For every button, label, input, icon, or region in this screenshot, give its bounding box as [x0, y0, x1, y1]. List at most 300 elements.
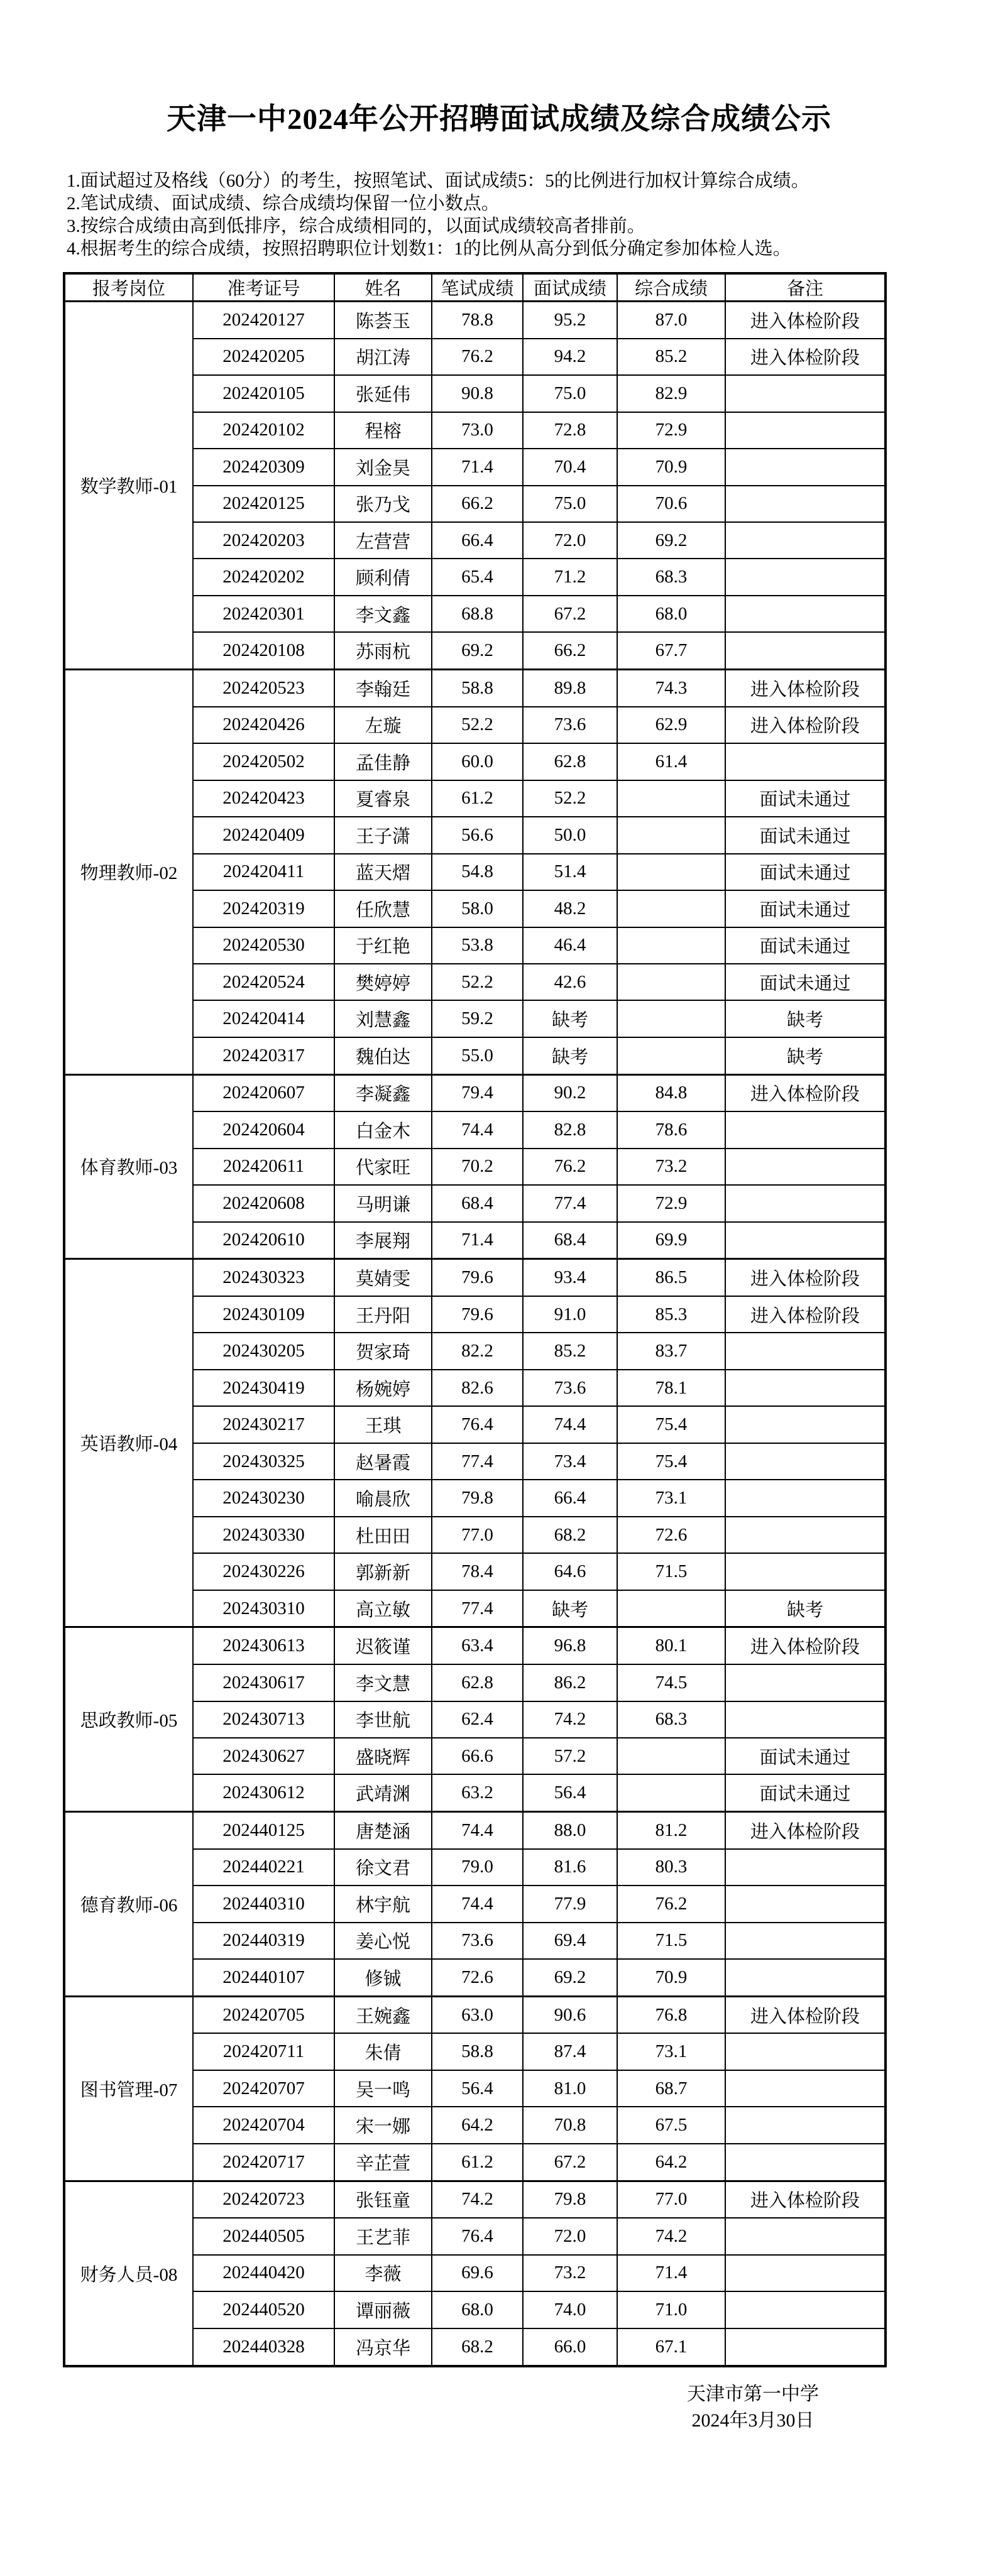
written-score-cell: 79.0: [432, 1849, 523, 1886]
exam-no-cell: 202440328: [193, 2328, 334, 2366]
remark-cell: [725, 1185, 886, 1221]
exam-no-cell: 202420611: [193, 1149, 334, 1185]
remark-cell: 面试未通过: [725, 890, 886, 927]
written-score-cell: 70.2: [432, 1149, 523, 1185]
exam-no-cell: 202420502: [193, 743, 334, 780]
written-score-cell: 58.8: [432, 670, 523, 707]
written-score-cell: 54.8: [432, 854, 523, 890]
interview-score-cell: 85.2: [523, 1333, 617, 1369]
interview-score-cell: 76.2: [523, 1149, 617, 1185]
interview-score-cell: 74.2: [523, 1701, 617, 1738]
footer-date: 2024年3月30日: [691, 2410, 814, 2431]
name-cell: 左璇: [334, 707, 432, 743]
name-cell: 胡江涛: [334, 339, 432, 375]
position-cell: 财务人员-08: [64, 2181, 193, 2366]
interview-score-cell: 缺考: [523, 1590, 617, 1627]
name-cell: 王婉鑫: [334, 1996, 432, 2033]
overall-score-cell: 73.1: [617, 1480, 725, 1516]
remark-cell: 缺考: [725, 1000, 886, 1037]
remark-cell: 面试未通过: [725, 1774, 886, 1811]
overall-score-cell: 76.8: [617, 1996, 725, 2033]
written-score-cell: 65.4: [432, 559, 523, 595]
name-cell: 谭丽薇: [334, 2291, 432, 2328]
overall-score-cell: 70.9: [617, 1959, 725, 1996]
interview-score-cell: 73.6: [523, 1370, 617, 1406]
remark-cell: 缺考: [725, 1590, 886, 1627]
remark-cell: 进入体检阶段: [725, 1259, 886, 1296]
remark-cell: 进入体检阶段: [725, 1812, 886, 1849]
name-cell: 贺家琦: [334, 1333, 432, 1369]
name-cell: 李薇: [334, 2255, 432, 2291]
overall-score-cell: 72.6: [617, 1517, 725, 1553]
overall-score-cell: 71.5: [617, 1923, 725, 1959]
position-cell: 数学教师-01: [64, 302, 193, 670]
overall-score-cell: [617, 1590, 725, 1627]
header-cell: 笔试成绩: [432, 273, 523, 302]
interview-score-cell: 95.2: [523, 302, 617, 339]
exam-no-cell: 202420523: [193, 670, 334, 707]
overall-score-cell: 68.3: [617, 1701, 725, 1738]
name-cell: 李展翔: [334, 1222, 432, 1259]
table-row: [64, 670, 886, 707]
interview-score-cell: 91.0: [523, 1296, 617, 1333]
name-cell: 张钰童: [334, 2181, 432, 2218]
exam-no-cell: 202420530: [193, 927, 334, 964]
overall-score-cell: [617, 1774, 725, 1811]
written-score-cell: 78.8: [432, 302, 523, 339]
interview-score-cell: 51.4: [523, 854, 617, 890]
footer-org: 天津市第一中学: [687, 2384, 819, 2404]
written-score-cell: 66.4: [432, 522, 523, 559]
overall-score-cell: 86.5: [617, 1259, 725, 1296]
written-score-cell: 90.8: [432, 375, 523, 412]
name-cell: 苏雨杭: [334, 632, 432, 669]
written-score-cell: 73.0: [432, 412, 523, 449]
interview-score-cell: 72.0: [523, 522, 617, 559]
remark-cell: [725, 2255, 886, 2291]
overall-score-cell: [617, 780, 725, 817]
exam-no-cell: 202440319: [193, 1923, 334, 1959]
exam-no-cell: 202420704: [193, 2107, 334, 2143]
name-cell: 马明谦: [334, 1185, 432, 1221]
interview-score-cell: 81.6: [523, 1849, 617, 1886]
interview-score-cell: 88.0: [523, 1812, 617, 1849]
overall-score-cell: 68.0: [617, 596, 725, 632]
name-cell: 林宇航: [334, 1886, 432, 1922]
overall-score-cell: 80.3: [617, 1849, 725, 1886]
name-cell: 朱倩: [334, 2033, 432, 2070]
written-score-cell: 77.4: [432, 1590, 523, 1627]
position-cell: 图书管理-07: [64, 1996, 193, 2181]
remark-cell: 进入体检阶段: [725, 1996, 886, 2033]
position-cell: 思政教师-05: [64, 1627, 193, 1812]
table-row: [64, 1996, 886, 2033]
interview-score-cell: 73.2: [523, 2255, 617, 2291]
interview-score-cell: 75.0: [523, 486, 617, 522]
exam-no-cell: 202420127: [193, 302, 334, 339]
overall-score-cell: 85.3: [617, 1296, 725, 1333]
written-score-cell: 71.4: [432, 1222, 523, 1259]
written-score-cell: 79.6: [432, 1259, 523, 1296]
exam-no-cell: 202420309: [193, 449, 334, 485]
remark-cell: [725, 1849, 886, 1886]
written-score-cell: 52.2: [432, 707, 523, 743]
exam-no-cell: 202420414: [193, 1000, 334, 1037]
exam-no-cell: 202440505: [193, 2218, 334, 2254]
interview-score-cell: 62.8: [523, 743, 617, 780]
overall-score-cell: [617, 964, 725, 1000]
interview-score-cell: 缺考: [523, 1037, 617, 1074]
overall-score-cell: 62.9: [617, 707, 725, 743]
exam-no-cell: 202440221: [193, 1849, 334, 1886]
written-score-cell: 56.4: [432, 2070, 523, 2107]
name-cell: 郭新新: [334, 1553, 432, 1590]
interview-score-cell: 68.2: [523, 1517, 617, 1553]
name-cell: 徐文君: [334, 1849, 432, 1886]
written-score-cell: 68.4: [432, 1185, 523, 1221]
remark-cell: [725, 1406, 886, 1443]
name-cell: 辛芷萱: [334, 2144, 432, 2181]
overall-score-cell: 77.0: [617, 2181, 725, 2218]
remark-cell: [725, 2328, 886, 2366]
exam-no-cell: 202420301: [193, 596, 334, 632]
position-cell: 德育教师-06: [64, 1812, 193, 1997]
exam-no-cell: 202430217: [193, 1406, 334, 1443]
name-cell: 王子潇: [334, 817, 432, 853]
written-score-cell: 56.6: [432, 817, 523, 853]
note-line-2: 2.笔试成绩、面试成绩、综合成绩均保留一位小数点。: [67, 194, 500, 214]
interview-score-cell: 93.4: [523, 1259, 617, 1296]
written-score-cell: 74.2: [432, 2181, 523, 2218]
name-cell: 喻晨欣: [334, 1480, 432, 1516]
interview-score-cell: 69.2: [523, 1959, 617, 1996]
overall-score-cell: 61.4: [617, 743, 725, 780]
name-cell: 李文鑫: [334, 596, 432, 632]
interview-score-cell: 71.2: [523, 559, 617, 595]
exam-no-cell: 202420202: [193, 559, 334, 595]
note-line-1: 1.面试超过及格线（60分）的考生，按照笔试、面试成绩5：5的比例进行加权计算综合成绩。: [67, 171, 809, 191]
remark-cell: [725, 1923, 886, 1959]
remark-cell: 面试未通过: [725, 854, 886, 890]
table-header-row: [64, 273, 886, 302]
remark-cell: [725, 2218, 886, 2254]
remark-cell: 面试未通过: [725, 817, 886, 853]
overall-score-cell: [617, 927, 725, 964]
remark-cell: 进入体检阶段: [725, 670, 886, 707]
remark-cell: 面试未通过: [725, 1738, 886, 1774]
name-cell: 盛晓辉: [334, 1738, 432, 1774]
interview-score-cell: 66.0: [523, 2328, 617, 2366]
remark-cell: [725, 486, 886, 522]
overall-score-cell: 74.2: [617, 2218, 725, 2254]
exam-no-cell: 202440420: [193, 2255, 334, 2291]
written-score-cell: 59.2: [432, 1000, 523, 1037]
header-cell: 报考岗位: [64, 273, 193, 302]
overall-score-cell: 75.4: [617, 1443, 725, 1480]
exam-no-cell: 202440125: [193, 1812, 334, 1849]
exam-no-cell: 202440520: [193, 2291, 334, 2328]
written-score-cell: 63.2: [432, 1774, 523, 1811]
written-score-cell: 55.0: [432, 1037, 523, 1074]
remark-cell: [725, 1553, 886, 1590]
name-cell: 左营营: [334, 522, 432, 559]
interview-score-cell: 46.4: [523, 927, 617, 964]
interview-score-cell: 66.2: [523, 632, 617, 669]
remark-cell: 面试未通过: [725, 927, 886, 964]
written-score-cell: 66.6: [432, 1738, 523, 1774]
written-score-cell: 77.0: [432, 1517, 523, 1553]
interview-score-cell: 缺考: [523, 1000, 617, 1037]
exam-no-cell: 202430323: [193, 1259, 334, 1296]
overall-score-cell: 69.9: [617, 1222, 725, 1259]
name-cell: 莫婧雯: [334, 1259, 432, 1296]
name-cell: 于红艳: [334, 927, 432, 964]
exam-no-cell: 202420319: [193, 890, 334, 927]
name-cell: 陈荟玉: [334, 302, 432, 339]
written-score-cell: 62.8: [432, 1664, 523, 1701]
position-cell: 英语教师-04: [64, 1259, 193, 1627]
interview-score-cell: 87.4: [523, 2033, 617, 2070]
written-score-cell: 61.2: [432, 780, 523, 817]
interview-score-cell: 69.4: [523, 1923, 617, 1959]
exam-no-cell: 202430617: [193, 1664, 334, 1701]
remark-cell: [725, 375, 886, 412]
remark-cell: 进入体检阶段: [725, 2181, 886, 2218]
written-score-cell: 74.4: [432, 1812, 523, 1849]
overall-score-cell: 67.5: [617, 2107, 725, 2143]
interview-score-cell: 73.6: [523, 707, 617, 743]
exam-no-cell: 202420705: [193, 1996, 334, 2033]
overall-score-cell: 73.1: [617, 2033, 725, 2070]
overall-score-cell: 80.1: [617, 1627, 725, 1664]
header-cell: 准考证号: [193, 273, 334, 302]
name-cell: 王丹阳: [334, 1296, 432, 1333]
results-table: [63, 272, 887, 2367]
written-score-cell: 82.6: [432, 1370, 523, 1406]
exam-no-cell: 202420423: [193, 780, 334, 817]
overall-score-cell: 69.2: [617, 522, 725, 559]
exam-no-cell: 202430613: [193, 1627, 334, 1664]
overall-score-cell: 70.6: [617, 486, 725, 522]
name-cell: 王艺菲: [334, 2218, 432, 2254]
written-score-cell: 68.0: [432, 2291, 523, 2328]
header-cell: 备注: [725, 273, 886, 302]
name-cell: 张乃戈: [334, 486, 432, 522]
interview-score-cell: 64.6: [523, 1553, 617, 1590]
written-score-cell: 68.2: [432, 2328, 523, 2366]
overall-score-cell: 75.4: [617, 1406, 725, 1443]
overall-score-cell: 87.0: [617, 302, 725, 339]
name-cell: 张延伟: [334, 375, 432, 412]
name-cell: 顾利倩: [334, 559, 432, 595]
interview-score-cell: 86.2: [523, 1664, 617, 1701]
name-cell: 刘金昊: [334, 449, 432, 485]
written-score-cell: 76.4: [432, 2218, 523, 2254]
remark-cell: 进入体检阶段: [725, 302, 886, 339]
exam-no-cell: 202420610: [193, 1222, 334, 1259]
remark-cell: [725, 743, 886, 780]
note-line-4: 4.根据考生的综合成绩，按照招聘职位计划数1：1的比例从高分到低分确定参加体检人选。: [67, 239, 791, 259]
interview-score-cell: 57.2: [523, 1738, 617, 1774]
remark-cell: [725, 1111, 886, 1148]
name-cell: 高立敏: [334, 1590, 432, 1627]
table-row: [64, 1627, 886, 1664]
written-score-cell: 58.0: [432, 890, 523, 927]
header-cell: 面试成绩: [523, 273, 617, 302]
overall-score-cell: 78.1: [617, 1370, 725, 1406]
name-cell: 樊婷婷: [334, 964, 432, 1000]
interview-score-cell: 94.2: [523, 339, 617, 375]
interview-score-cell: 90.6: [523, 1996, 617, 2033]
interview-score-cell: 74.4: [523, 1406, 617, 1443]
written-score-cell: 72.6: [432, 1959, 523, 1996]
written-score-cell: 71.4: [432, 449, 523, 485]
remark-cell: [725, 1959, 886, 1996]
overall-score-cell: 74.3: [617, 670, 725, 707]
overall-score-cell: 68.3: [617, 559, 725, 595]
name-cell: 程榕: [334, 412, 432, 449]
interview-score-cell: 89.8: [523, 670, 617, 707]
table-row: [64, 1259, 886, 1296]
remark-cell: [725, 2107, 886, 2143]
overall-score-cell: 81.2: [617, 1812, 725, 1849]
written-score-cell: 63.0: [432, 1996, 523, 2033]
overall-score-cell: 78.6: [617, 1111, 725, 1148]
remark-cell: [725, 1443, 886, 1480]
position-cell: 物理教师-02: [64, 670, 193, 1075]
exam-no-cell: 202420411: [193, 854, 334, 890]
table-row: [64, 302, 886, 339]
name-cell: 姜心悦: [334, 1923, 432, 1959]
name-cell: 魏伯达: [334, 1037, 432, 1074]
name-cell: 冯京华: [334, 2328, 432, 2366]
exam-no-cell: 202440310: [193, 1886, 334, 1922]
remark-cell: 面试未通过: [725, 780, 886, 817]
exam-no-cell: 202430325: [193, 1443, 334, 1480]
written-score-cell: 53.8: [432, 927, 523, 964]
header-cell: 综合成绩: [617, 273, 725, 302]
overall-score-cell: [617, 890, 725, 927]
interview-score-cell: 90.2: [523, 1074, 617, 1111]
remark-cell: [725, 522, 886, 559]
remark-cell: [725, 1333, 886, 1369]
name-cell: 武靖渊: [334, 1774, 432, 1811]
overall-score-cell: 71.5: [617, 1553, 725, 1590]
name-cell: 王琪: [334, 1406, 432, 1443]
interview-score-cell: 96.8: [523, 1627, 617, 1664]
exam-no-cell: 202420102: [193, 412, 334, 449]
footer-block: [602, 2381, 904, 2434]
overall-score-cell: 74.5: [617, 1664, 725, 1701]
remark-cell: 缺考: [725, 1037, 886, 1074]
written-score-cell: 69.2: [432, 632, 523, 669]
name-cell: 迟筱谨: [334, 1627, 432, 1664]
written-score-cell: 58.8: [432, 2033, 523, 2070]
name-cell: 代家旺: [334, 1149, 432, 1185]
written-score-cell: 68.8: [432, 596, 523, 632]
interview-score-cell: 82.8: [523, 1111, 617, 1148]
overall-score-cell: 64.2: [617, 2144, 725, 2181]
overall-score-cell: 71.4: [617, 2255, 725, 2291]
remark-cell: [725, 1701, 886, 1738]
remark-cell: [725, 412, 886, 449]
interview-score-cell: 72.0: [523, 2218, 617, 2254]
interview-score-cell: 50.0: [523, 817, 617, 853]
remark-cell: [725, 2291, 886, 2328]
overall-score-cell: 85.2: [617, 339, 725, 375]
remark-cell: [725, 1480, 886, 1516]
written-score-cell: 61.2: [432, 2144, 523, 2181]
exam-no-cell: 202430330: [193, 1517, 334, 1553]
interview-score-cell: 52.2: [523, 780, 617, 817]
interview-score-cell: 48.2: [523, 890, 617, 927]
written-score-cell: 73.6: [432, 1923, 523, 1959]
remark-cell: 进入体检阶段: [725, 1627, 886, 1664]
name-cell: 赵暑霞: [334, 1443, 432, 1480]
written-score-cell: 74.4: [432, 1886, 523, 1922]
exam-no-cell: 202420203: [193, 522, 334, 559]
exam-no-cell: 202420108: [193, 632, 334, 669]
written-score-cell: 82.2: [432, 1333, 523, 1369]
remark-cell: [725, 2070, 886, 2107]
exam-no-cell: 202420125: [193, 486, 334, 522]
written-score-cell: 66.2: [432, 486, 523, 522]
written-score-cell: 76.4: [432, 1406, 523, 1443]
overall-score-cell: 82.9: [617, 375, 725, 412]
exam-no-cell: 202430109: [193, 1296, 334, 1333]
written-score-cell: 77.4: [432, 1443, 523, 1480]
written-score-cell: 79.8: [432, 1480, 523, 1516]
written-score-cell: 74.4: [432, 1111, 523, 1148]
notes-block: [67, 170, 959, 260]
exam-no-cell: 202430226: [193, 1553, 334, 1590]
interview-score-cell: 66.4: [523, 1480, 617, 1516]
exam-no-cell: 202420604: [193, 1111, 334, 1148]
exam-no-cell: 202430627: [193, 1738, 334, 1774]
name-cell: 杜田田: [334, 1517, 432, 1553]
remark-cell: [725, 1149, 886, 1185]
remark-cell: [725, 2144, 886, 2181]
name-cell: 李文慧: [334, 1664, 432, 1701]
exam-no-cell: 202420608: [193, 1185, 334, 1221]
overall-score-cell: 72.9: [617, 1185, 725, 1221]
remark-cell: 进入体检阶段: [725, 707, 886, 743]
overall-score-cell: 76.2: [617, 1886, 725, 1922]
interview-score-cell: 67.2: [523, 596, 617, 632]
written-score-cell: 69.6: [432, 2255, 523, 2291]
exam-no-cell: 202430419: [193, 1370, 334, 1406]
interview-score-cell: 56.4: [523, 1774, 617, 1811]
name-cell: 唐楚涵: [334, 1812, 432, 1849]
exam-no-cell: 202430205: [193, 1333, 334, 1369]
remark-cell: [725, 1517, 886, 1553]
name-cell: 宋一娜: [334, 2107, 432, 2143]
remark-cell: [725, 449, 886, 485]
remark-cell: [725, 1370, 886, 1406]
interview-score-cell: 73.4: [523, 1443, 617, 1480]
interview-score-cell: 42.6: [523, 964, 617, 1000]
interview-score-cell: 75.0: [523, 375, 617, 412]
remark-cell: 进入体检阶段: [725, 1074, 886, 1111]
overall-score-cell: 71.0: [617, 2291, 725, 2328]
name-cell: 刘慧鑫: [334, 1000, 432, 1037]
remark-cell: 进入体检阶段: [725, 339, 886, 375]
overall-score-cell: [617, 817, 725, 853]
exam-no-cell: 202420205: [193, 339, 334, 375]
name-cell: 杨婉婷: [334, 1370, 432, 1406]
written-score-cell: 76.2: [432, 339, 523, 375]
exam-no-cell: 202420707: [193, 2070, 334, 2107]
